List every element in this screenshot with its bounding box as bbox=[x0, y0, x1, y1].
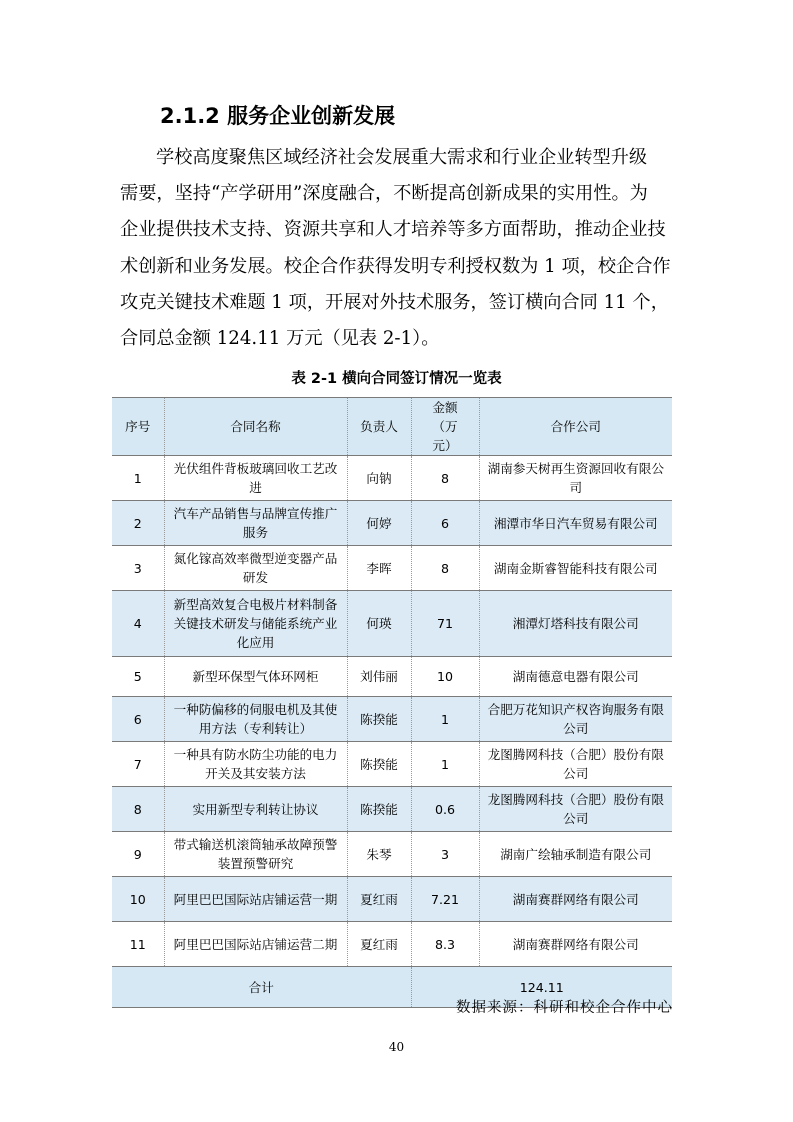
cell-name: 实用新型专利转让协议 bbox=[164, 787, 347, 832]
table-row bbox=[112, 546, 672, 591]
total-amount: 124.11 bbox=[411, 967, 672, 1008]
cell-amount: 1 bbox=[411, 697, 479, 742]
contracts-table bbox=[112, 397, 672, 1008]
cell-person: 刘伟丽 bbox=[347, 657, 411, 697]
cell-no: 9 bbox=[112, 832, 164, 877]
header-company: 合作公司 bbox=[479, 398, 672, 456]
cell-company: 湖南金斯睿智能科技有限公司 bbox=[479, 546, 672, 591]
paragraph-line: 攻克关键技术难题 1 项，开展对外技术服务，签订横向合同 11 个， bbox=[120, 291, 669, 313]
cell-name: 阿里巴巴国际站店铺运营二期 bbox=[164, 922, 347, 967]
body-paragraph bbox=[120, 140, 680, 357]
cell-amount: 0.6 bbox=[411, 787, 479, 832]
cell-company: 龙图腾网科技（合肥）股份有限公司 bbox=[479, 742, 672, 787]
cell-amount: 10 bbox=[411, 657, 479, 697]
paragraph-line: 企业提供技术支持、资源共享和人才培养等多方面帮助，推动企业技 bbox=[120, 219, 666, 241]
cell-company: 湖南广绘轴承制造有限公司 bbox=[479, 832, 672, 877]
header-amount: 金额（万元） bbox=[411, 398, 479, 456]
header-name: 合同名称 bbox=[164, 398, 347, 456]
cell-amount: 7.21 bbox=[411, 877, 479, 922]
cell-company: 湖南赛群网络有限公司 bbox=[479, 922, 672, 967]
cell-amount: 8.3 bbox=[411, 922, 479, 967]
cell-company: 湖南赛群网络有限公司 bbox=[479, 877, 672, 922]
cell-company: 湘潭灯塔科技有限公司 bbox=[479, 591, 672, 657]
table-header-row bbox=[112, 398, 672, 456]
cell-name: 汽车产品销售与品牌宣传推广服务 bbox=[164, 501, 347, 546]
table-row bbox=[112, 877, 672, 922]
cell-person: 李晖 bbox=[347, 546, 411, 591]
table-row bbox=[112, 742, 672, 787]
total-label: 合计 bbox=[112, 967, 411, 1008]
cell-company: 龙图腾网科技（合肥）股份有限公司 bbox=[479, 787, 672, 832]
cell-amount: 8 bbox=[411, 546, 479, 591]
cell-amount: 3 bbox=[411, 832, 479, 877]
cell-person: 朱琴 bbox=[347, 832, 411, 877]
cell-name: 阿里巴巴国际站店铺运营一期 bbox=[164, 877, 347, 922]
cell-no: 2 bbox=[112, 501, 164, 546]
cell-no: 8 bbox=[112, 787, 164, 832]
table-row bbox=[112, 787, 672, 832]
table-caption: 表 2-1 横向合同签订情况一览表 bbox=[291, 371, 502, 387]
cell-amount: 6 bbox=[411, 501, 479, 546]
table-row bbox=[112, 591, 672, 657]
cell-name: 新型环保型气体环网柜 bbox=[164, 657, 347, 697]
paragraph-line: 合同总金额 124.11 万元（见表 2-1）。 bbox=[120, 328, 440, 350]
cell-person: 陈揆能 bbox=[347, 697, 411, 742]
table-row bbox=[112, 697, 672, 742]
cell-person: 何婷 bbox=[347, 501, 411, 546]
paragraph-line: 学校高度聚焦区域经济社会发展重大需求和行业企业转型升级 bbox=[156, 147, 648, 168]
cell-person: 夏红雨 bbox=[347, 922, 411, 967]
cell-company: 湖南德意电器有限公司 bbox=[479, 657, 672, 697]
cell-company: 湖南参天树再生资源回收有限公司 bbox=[479, 456, 672, 501]
paragraph-line: 术创新和业务发展。校企合作获得发明专利授权数为 1 项，校企合作 bbox=[120, 255, 671, 277]
cell-name: 光伏组件背板玻璃回收工艺改进 bbox=[164, 456, 347, 501]
cell-no: 3 bbox=[112, 546, 164, 591]
table-row bbox=[112, 832, 672, 877]
cell-no: 4 bbox=[112, 591, 164, 657]
cell-no: 11 bbox=[112, 922, 164, 967]
cell-name: 带式输送机滚筒轴承故障预警装置预警研究 bbox=[164, 832, 347, 877]
page-number: 40 bbox=[388, 1040, 405, 1054]
cell-no: 7 bbox=[112, 742, 164, 787]
cell-no: 6 bbox=[112, 697, 164, 742]
header-person: 负责人 bbox=[347, 398, 411, 456]
cell-amount: 71 bbox=[411, 591, 479, 657]
cell-person: 陈揆能 bbox=[347, 742, 411, 787]
section-heading: 2.1.2 服务企业创新发展 bbox=[160, 104, 396, 128]
cell-no: 10 bbox=[112, 877, 164, 922]
cell-company: 合肥万花知识产权咨询服务有限公司 bbox=[479, 697, 672, 742]
table-row bbox=[112, 501, 672, 546]
table-row bbox=[112, 456, 672, 501]
table-row bbox=[112, 922, 672, 967]
cell-person: 何瑛 bbox=[347, 591, 411, 657]
cell-company: 湘潭市华日汽车贸易有限公司 bbox=[479, 501, 672, 546]
cell-person: 向钠 bbox=[347, 456, 411, 501]
cell-name: 一种具有防水防尘功能的电力开关及其安装方法 bbox=[164, 742, 347, 787]
cell-name: 新型高效复合电极片材料制备关键技术研发与储能系统产业化应用 bbox=[164, 591, 347, 657]
table-row bbox=[112, 657, 672, 697]
cell-amount: 1 bbox=[411, 742, 479, 787]
cell-amount: 8 bbox=[411, 456, 479, 501]
cell-no: 1 bbox=[112, 456, 164, 501]
cell-name: 氮化镓高效率微型逆变器产品研发 bbox=[164, 546, 347, 591]
cell-person: 陈揆能 bbox=[347, 787, 411, 832]
paragraph-line: 需要，坚持“产学研用”深度融合，不断提高创新成果的实用性。为 bbox=[120, 183, 648, 205]
header-no: 序号 bbox=[112, 398, 164, 456]
data-source-note: 数据来源：科研和校企合作中心 bbox=[456, 1000, 673, 1016]
cell-name: 一种防偏移的伺服电机及其使用方法（专利转让） bbox=[164, 697, 347, 742]
cell-no: 5 bbox=[112, 657, 164, 697]
cell-person: 夏红雨 bbox=[347, 877, 411, 922]
